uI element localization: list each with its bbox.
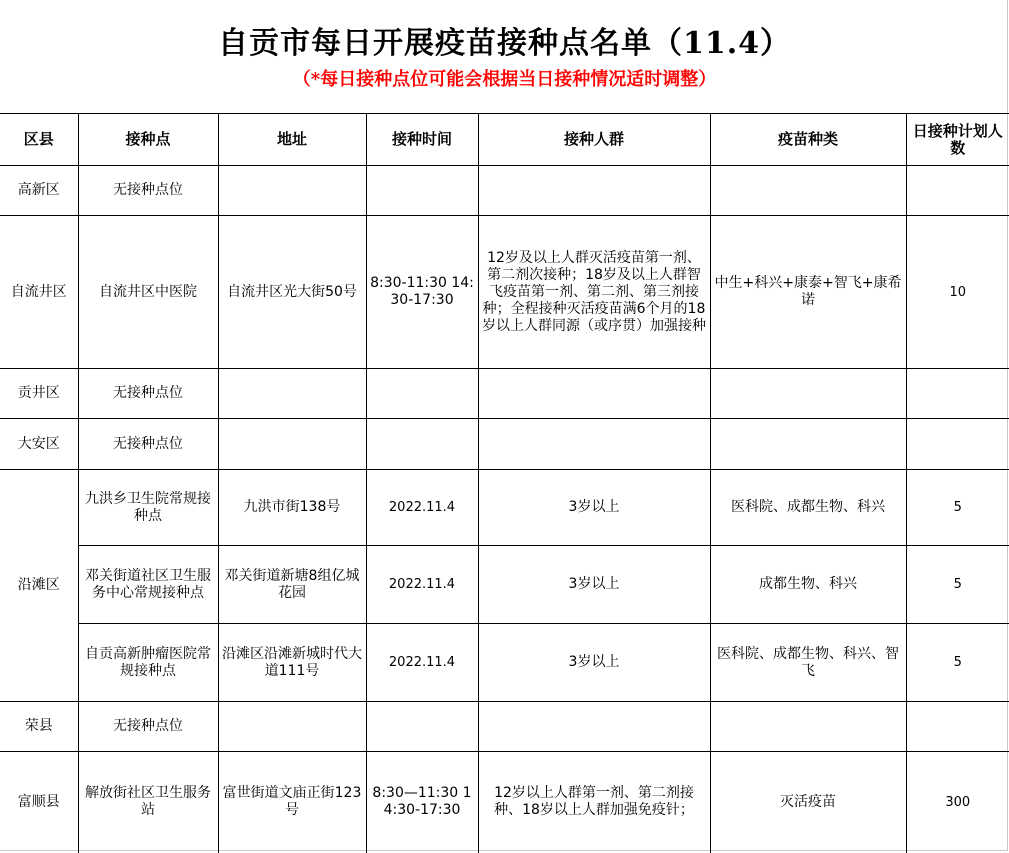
table-row	[0, 702, 1009, 752]
vaccine-cell: 灭活疫苗	[710, 752, 906, 853]
header-address: 地址	[218, 114, 366, 166]
population-cell: 12岁以上人群第一剂、第二剂接种、18岁以上人群加强免疫针；	[478, 752, 710, 853]
population-cell: 12岁及以上人群灭活疫苗第一剂、第二剂次接种；18岁及以上人群智飞疫苗第一剂、第二剂、第三剂接种；全程接种灭活疫苗满6个月的18岁以上人群同源（或序贯）加强接种	[478, 216, 710, 369]
header-vaccine: 疫苗种类	[710, 114, 906, 166]
time-cell: 2022.11.4	[366, 624, 478, 702]
county-cell: 贡井区	[0, 369, 78, 419]
site-cell: 无接种点位	[78, 419, 218, 470]
plan-cell: 5	[906, 546, 1009, 624]
plan-cell: 10	[906, 216, 1009, 369]
population-cell: 3岁以上	[478, 546, 710, 624]
vaccine-cell	[710, 369, 906, 419]
vaccine-cell: 中生+科兴+康泰+智飞+康希诺	[710, 216, 906, 369]
site-cell: 无接种点位	[78, 702, 218, 752]
plan-cell	[906, 369, 1009, 419]
address-cell	[218, 702, 366, 752]
table-header-row	[0, 114, 1009, 166]
address-cell: 沿滩区沿滩新城时代大道111号	[218, 624, 366, 702]
table-row	[0, 546, 1009, 624]
site-cell: 无接种点位	[78, 369, 218, 419]
site-cell: 自贡高新肿瘤医院常规接种点	[78, 624, 218, 702]
plan-cell: 5	[906, 470, 1009, 546]
page-title: 自贡市每日开展疫苗接种点名单（11.4）	[217, 26, 792, 61]
table-row	[0, 369, 1009, 419]
population-cell: 3岁以上	[478, 470, 710, 546]
table-row	[0, 419, 1009, 470]
time-cell	[366, 369, 478, 419]
plan-cell	[906, 419, 1009, 470]
site-cell: 邓关街道社区卫生服务中心常规接种点	[78, 546, 218, 624]
address-cell: 九洪市街138号	[218, 470, 366, 546]
vaccine-cell	[710, 419, 906, 470]
county-cell: 大安区	[0, 419, 78, 470]
site-cell: 九洪乡卫生院常规接种点	[78, 470, 218, 546]
time-cell	[366, 419, 478, 470]
county-cell: 荣县	[0, 702, 78, 752]
site-cell: 解放街社区卫生服务站	[78, 752, 218, 853]
address-cell: 富世街道文庙正街123号	[218, 752, 366, 853]
plan-cell	[906, 702, 1009, 752]
population-cell	[478, 702, 710, 752]
time-cell: 2022.11.4	[366, 546, 478, 624]
table-row	[0, 166, 1009, 216]
address-cell: 自流井区光大街50号	[218, 216, 366, 369]
vaccine-cell: 医科院、成都生物、科兴、智飞	[710, 624, 906, 702]
address-cell: 邓关街道新塘8组亿城花园	[218, 546, 366, 624]
time-cell	[366, 702, 478, 752]
time-cell	[366, 166, 478, 216]
header-county: 区县	[0, 114, 78, 166]
county-cell: 高新区	[0, 166, 78, 216]
plan-cell	[906, 166, 1009, 216]
county-cell: 自流井区	[0, 216, 78, 369]
time-cell: 2022.11.4	[366, 470, 478, 546]
site-cell: 无接种点位	[78, 166, 218, 216]
address-cell	[218, 166, 366, 216]
table-row	[0, 216, 1009, 369]
time-cell: 8:30-11:30 14:30-17:30	[366, 216, 478, 369]
population-cell: 3岁以上	[478, 624, 710, 702]
table-row	[0, 470, 1009, 546]
table-row	[0, 624, 1009, 702]
page-subtitle: （*每日接种点位可能会根据当日接种情况适时调整）	[292, 69, 717, 90]
time-cell: 8:30—11:30 14:30-17:30	[366, 752, 478, 853]
population-cell	[478, 166, 710, 216]
address-cell	[218, 419, 366, 470]
header-population: 接种人群	[478, 114, 710, 166]
vaccine-cell: 成都生物、科兴	[710, 546, 906, 624]
plan-cell: 5	[906, 624, 1009, 702]
vaccine-cell	[710, 166, 906, 216]
address-cell	[218, 369, 366, 419]
header-time: 接种时间	[366, 114, 478, 166]
population-cell	[478, 369, 710, 419]
header-plan: 日接种计划人数	[906, 114, 1009, 166]
vaccine-cell	[710, 702, 906, 752]
header-site: 接种点	[78, 114, 218, 166]
vaccination-sites-table	[0, 113, 1009, 853]
site-cell: 自流井区中医院	[78, 216, 218, 369]
table-row	[0, 752, 1009, 853]
vaccine-cell: 医科院、成都生物、科兴	[710, 470, 906, 546]
plan-cell: 300	[906, 752, 1009, 853]
county-cell: 沿滩区	[0, 470, 78, 702]
population-cell	[478, 419, 710, 470]
county-cell: 富顺县	[0, 752, 78, 853]
